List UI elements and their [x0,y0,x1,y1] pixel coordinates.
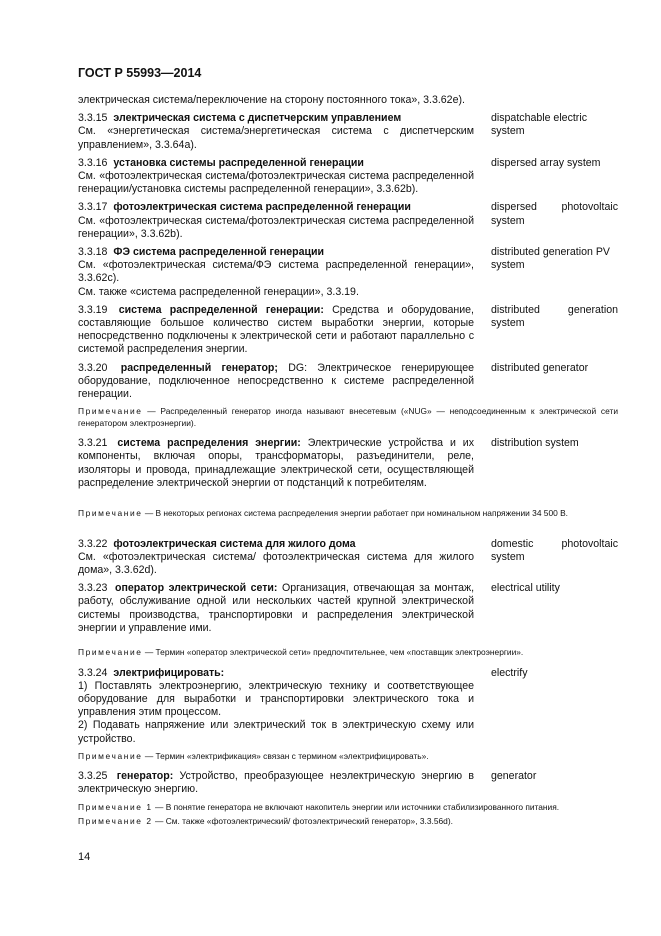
term-number: 3.3.22 [78,537,108,550]
term-definition: Электрические устройства и их компоненты, включая опоры, трансформаторы, разъединители, реле, изоляторы и провода, принадлежащие электрической сети, осуществляющей распределение электрической энергии от подстанций к потребителям. [78,437,474,489]
note: Примечание — Термин «электрификация» связан с термином «электрифицировать». [78,750,429,761]
note: Примечание — Распределенный генератор иногда называют внесетевым («NUG» — неподсоединенным к электрической сети генератором электроэнергии). [78,406,618,428]
term-definition: Организация, отвечающая за монтаж, работу, обслуживание одной или нескольких частей крупной электрической системы производства, транспортировки и распределения электрической энергии и управление ими. [78,582,475,634]
term-definition: DG: Электрическое генерирующее оборудование, подключенное непосредственно к системе распределенной генерации. [78,361,475,401]
term-number: 3.3.25 [78,770,108,783]
term-number: 3.3.20 [78,361,108,374]
term-definition-1: 1) Поставлять электроэнергию, электрическую технику и соответствующее оборудование для выработки и транспортировки электрического тока и управления этим процессом. [78,679,474,719]
english-term: dispersed array system [491,156,601,169]
term-number: 3.3.15 [78,112,108,125]
term-entry-3-3-18 [78,246,618,299]
term-definition: См. «энергетическая система/энергетическая система с диспетчерским управлением», 3.3.64а). [78,125,474,151]
standard-header: ГОСТ Р 55993—2014 [78,66,202,80]
note-1: Примечание 1 — В понятие генератора не включают накопитель энергии или источники стабилизированного питания. [78,801,560,812]
term-number: 3.3.18 [78,246,108,259]
term-title: ФЭ система распределенной генерации [113,246,325,259]
term-entry-3-3-25 [78,770,618,796]
note-2: Примечание 2 — См. также «фотоэлектрический/ фотоэлектрический генератор», 3.3.56d). [78,816,453,827]
term-entry-3-3-23 [78,582,618,635]
term-title: электрифицировать: [113,666,225,679]
term-title: система распределенной генерации: [118,303,324,316]
term-entry-3-3-22 [78,538,618,578]
term-title: электрическая система с диспетчерским управлением [113,112,402,125]
term-title: система распределения энергии: [117,437,301,450]
term-title: установка системы распределенной генерации [113,156,364,169]
english-term: dispatchable electric system [491,112,587,138]
note: Примечание — В некоторых регионах система распределения энергии работает при номинальном напряжении 34 500 В. [78,508,569,519]
term-definition: См. «фотоэлектрическая система/фотоэлектрическая система распределенной генерации», 3.3.62b). [78,214,474,240]
term-number: 3.3.19 [78,303,108,316]
term-entry-3-3-19 [78,304,618,357]
document-body [78,94,618,836]
note: Примечание — Термин «оператор электрической сети» предпочтительнее, чем «поставщик электроэнергии». [78,647,524,657]
term-title: фотоэлектрическая система распределенной генерации [113,201,411,214]
term-entry-3-3-16 [78,157,618,197]
english-term: dispersed photovoltaic system [491,201,618,227]
term-title: фотоэлектрическая система для жилого дома [113,537,356,550]
term-title: генератор: [116,770,174,783]
page-number: 14 [78,851,91,863]
english-term: distributed generation system [491,303,618,330]
term-definition: См. «фотоэлектрическая система/фотоэлектрическая система распределенной генерации/установка системы распределенной генерации», 3.3.62b). [78,170,474,196]
english-term: electrical utility [491,582,560,595]
term-see-also: См. также «система распределенной генерации», 3.3.19. [78,285,359,298]
term-number: 3.3.24 [78,666,108,679]
term-title: оператор электрической сети: [114,582,278,595]
english-term: electrify [491,666,528,679]
english-term: distributed generator [491,361,589,374]
term-number: 3.3.23 [78,582,108,595]
term-definition-2: 2) Подавать напряжение или электрический ток в электрическую схему или устройство. [78,719,474,745]
term-entry-3-3-20 [78,362,618,402]
term-definition: См. «фотоэлектрическая система/ фотоэлектрическая система для жилого дома», 3.3.62d). [78,550,474,576]
english-term: generator [491,770,537,783]
english-term: domestic photovoltaic system [491,537,618,563]
english-term: distribution system [491,437,579,450]
term-entry-3-3-24 [78,667,618,680]
english-term: distributed generation PV system [491,246,610,272]
term-entry-3-3-21 [78,437,618,490]
term-definition: См. «фотоэлектрическая система/ФЭ система распределенной генерации», 3.3.62c). [78,259,474,285]
term-number: 3.3.17 [78,201,108,214]
term-title: распределенный генератор; [120,361,278,374]
term-definition: Средства и оборудование, составляющие большое количество систем выработки энергии, которые непосредственно подключены к электрической сети и работают параллельно с системой распределения энергии. [78,303,474,356]
term-entry-3-3-17 [78,201,618,241]
term-number: 3.3.16 [78,156,108,169]
continuation-text: электрическая система/переключение на сторону постоянного тока», 3.3.62е). [78,94,465,106]
term-number: 3.3.21 [78,437,108,450]
term-entry-3-3-15 [78,112,618,152]
term-definition: Устройство, преобразующее неэлектрическую энергию в электрическую энергию. [78,770,474,796]
